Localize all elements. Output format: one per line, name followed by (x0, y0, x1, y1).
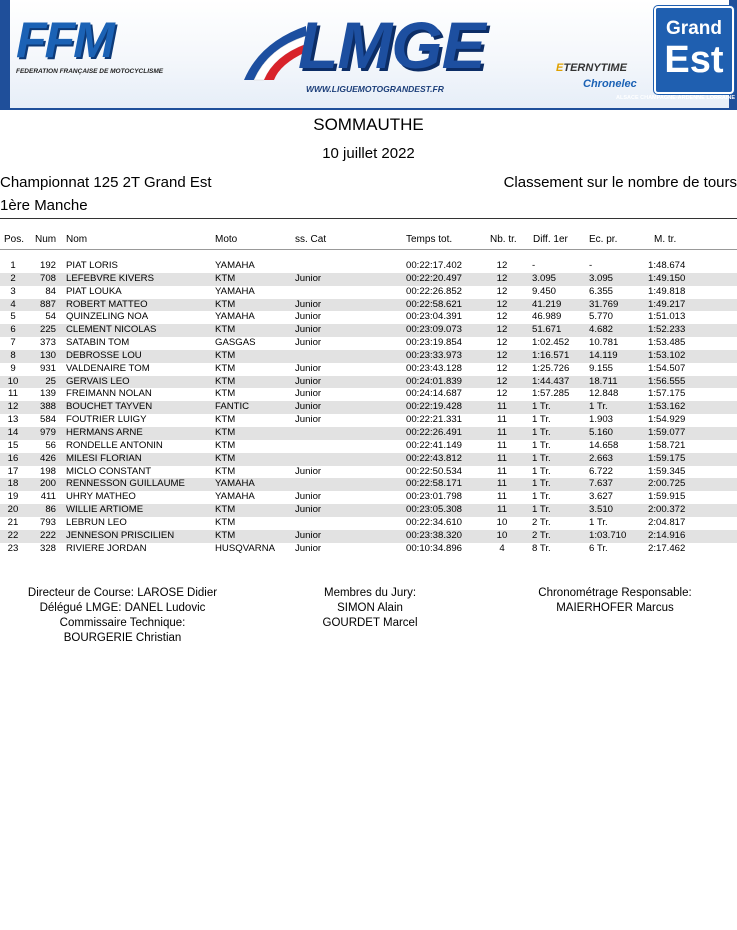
cell-diff: 1 Tr. (532, 414, 551, 426)
cell-cat: Junior (295, 388, 322, 400)
cell-mt: 1:59.077 (648, 426, 686, 438)
cell-temps: 00:23:09.073 (406, 324, 463, 336)
cell-ec: 14.658 (589, 439, 619, 451)
cell-cat: Junior (295, 362, 322, 374)
cell-pos: 13 (7, 414, 19, 426)
cell-moto: KTM (215, 452, 236, 464)
cell-pos: 21 (7, 516, 19, 528)
cell-num: 887 (39, 298, 56, 310)
cell-ec: - (589, 260, 593, 271)
cell-diff: 2 Tr. (532, 516, 551, 528)
eternytime-rest: TERNYTIME (563, 62, 627, 74)
cell-mt: 1:52.233 (648, 324, 686, 336)
cell-ec: 5.770 (589, 311, 614, 323)
footer-jury (290, 586, 450, 631)
cell-cat: Junior (295, 272, 322, 284)
cell-nb: 11 (497, 478, 507, 490)
cell-moto: KTM (215, 388, 236, 400)
cell-cat: Junior (295, 465, 322, 477)
cell-ec: 14.119 (589, 349, 618, 361)
cell-nb: 11 (497, 439, 507, 451)
table-row (0, 299, 737, 312)
table-row (0, 401, 737, 414)
cell-ec: 18.711 (589, 375, 618, 387)
table-row (0, 478, 737, 491)
table-row (0, 440, 737, 453)
event-title: SOMMAUTHE (313, 115, 424, 134)
col-header-cat: ss. Cat (295, 234, 327, 245)
cell-moto: YAMAHA (215, 491, 255, 503)
cell-moto: YAMAHA (215, 260, 255, 271)
cell-nom: GERVAIS LEO (66, 375, 130, 387)
cell-cat: Junior (295, 337, 322, 349)
cell-diff: - (532, 260, 536, 271)
event-date: 10 juillet 2022 (322, 145, 415, 162)
cell-temps: 00:23:01.798 (406, 491, 463, 503)
cell-ec: 1 Tr. (589, 516, 608, 528)
lmge-url: WWW.LIGUEMOTOGRANDEST.FR (306, 84, 444, 94)
cell-mt: 2:00.725 (648, 478, 686, 490)
cell-ec: 3.510 (589, 504, 614, 516)
cell-ec: 6 Tr. (589, 542, 608, 554)
cell-temps: 00:22:58.621 (406, 298, 463, 310)
cell-ec: 4.682 (589, 324, 614, 336)
cell-nb: 12 (496, 298, 508, 310)
cell-nb: 11 (497, 452, 507, 464)
cell-diff: 1 Tr. (532, 401, 551, 413)
cell-mt: 1:59.915 (648, 491, 686, 503)
cell-nb: 11 (497, 414, 507, 426)
cell-nom: JENNESON PRISCILIEN (66, 529, 175, 541)
cell-pos: 8 (10, 349, 16, 361)
cell-pos: 23 (7, 542, 19, 554)
cell-ec: 9.155 (589, 362, 614, 374)
cell-nb: 12 (496, 349, 508, 361)
cell-moto: KTM (215, 516, 236, 528)
table-divider (0, 249, 737, 250)
cell-diff: 2 Tr. (532, 529, 551, 541)
cell-diff: 41.219 (532, 298, 562, 310)
cell-mt: 1:48.674 (648, 260, 686, 271)
cell-num: 584 (39, 414, 56, 426)
region-subtitle: ALSACE CHAMPAGNE-ARDENNE LORRAINE (616, 95, 736, 101)
cell-temps: 00:23:33.973 (406, 349, 463, 361)
cell-cat: Junior (295, 401, 322, 413)
cell-moto: HUSQVARNA (215, 542, 276, 554)
cell-nb: 12 (496, 324, 508, 336)
table-row (0, 427, 737, 440)
cell-cat: Junior (295, 504, 322, 516)
cell-mt: 1:54.929 (648, 414, 686, 426)
cell-temps: 00:22:26.491 (406, 426, 463, 438)
cell-num: 86 (45, 504, 56, 516)
cell-moto: GASGAS (215, 337, 256, 349)
cell-diff: 46.989 (532, 311, 562, 323)
cell-diff: 1 Tr. (532, 504, 551, 516)
cell-pos: 5 (10, 311, 16, 323)
cell-diff: 1 Tr. (532, 465, 551, 477)
eternytime-logo (556, 62, 627, 74)
cell-ec: 12.848 (589, 388, 619, 400)
cell-nom: PIAT LOUKA (66, 285, 122, 297)
cell-cat: Junior (295, 491, 322, 503)
table-row (0, 543, 737, 556)
cell-mt: 1:53.102 (648, 349, 686, 361)
table-row (0, 453, 737, 466)
cell-nom: SATABIN TOM (66, 337, 130, 349)
cell-nom: RENNESSON GUILLAUME (66, 478, 185, 490)
eternytime-accent: E (556, 62, 564, 74)
cell-nb: 12 (496, 388, 508, 400)
cell-cat: Junior (295, 324, 322, 336)
cell-pos: 6 (10, 324, 16, 336)
footer-timekeeping (500, 586, 730, 616)
cell-nb: 12 (496, 285, 508, 297)
cell-mt: 1:58.721 (648, 439, 686, 451)
championship-title: Championnat 125 2T Grand Est (0, 174, 212, 191)
footer-line: Délégué LMGE: DANEL Ludovic (39, 602, 206, 614)
cell-cat: Junior (295, 414, 322, 426)
col-header-pos: Pos. (4, 234, 25, 245)
cell-moto: KTM (215, 465, 236, 477)
cell-cat: Junior (295, 311, 322, 323)
col-header-num: Num (35, 234, 57, 245)
cell-num: 192 (39, 260, 56, 271)
footer-line: MAIERHOFER Marcus (556, 602, 674, 614)
cell-nb: 4 (499, 542, 505, 554)
table-row (0, 350, 737, 363)
cell-nom: VALDENAIRE TOM (66, 362, 150, 374)
table-row (0, 491, 737, 504)
cell-temps: 00:22:58.171 (406, 478, 463, 490)
cell-pos: 3 (10, 285, 16, 297)
cell-temps: 00:22:21.331 (406, 414, 463, 426)
cell-moto: KTM (215, 349, 236, 361)
cell-diff: 1:02.452 (532, 337, 570, 349)
cell-cat: Junior (295, 298, 322, 310)
footer-officials (0, 586, 245, 646)
header-banner (0, 0, 737, 110)
cell-num: 84 (45, 285, 56, 297)
cell-ec: 31.769 (589, 298, 619, 310)
cell-cat: Junior (295, 542, 322, 554)
cell-temps: 00:23:19.854 (406, 337, 463, 349)
cell-diff: 3.095 (532, 272, 557, 284)
cell-nom: RIVIERE JORDAN (66, 542, 147, 554)
cell-moto: KTM (215, 504, 236, 516)
footer-line: GOURDET Marcel (322, 617, 418, 629)
cell-temps: 00:22:41.149 (406, 439, 463, 451)
cell-nb: 11 (497, 491, 507, 503)
table-row (0, 388, 737, 401)
cell-temps: 00:23:04.391 (406, 311, 463, 323)
cell-ec: 5.160 (589, 426, 614, 438)
cell-moto: KTM (215, 272, 236, 284)
cell-cat: Junior (295, 529, 322, 541)
divider (0, 218, 737, 219)
cell-num: 139 (39, 388, 56, 400)
cell-nom: LEFEBVRE KIVERS (66, 272, 154, 284)
cell-diff: 1:44.437 (532, 375, 570, 387)
chronelec-logo: Chronelec (583, 78, 637, 90)
col-header-nb: Nb. tr. (490, 234, 517, 245)
cell-moto: KTM (215, 298, 236, 310)
cell-pos: 1 (10, 260, 16, 271)
cell-nom: ROBERT MATTEO (66, 298, 148, 310)
table-row (0, 466, 737, 479)
cell-nb: 12 (496, 311, 508, 323)
cell-temps: 00:24:01.839 (406, 375, 463, 387)
cell-num: 426 (39, 452, 56, 464)
cell-pos: 9 (10, 362, 16, 374)
cell-ec: 3.627 (589, 491, 614, 503)
cell-num: 388 (39, 401, 56, 413)
cell-num: 54 (45, 311, 56, 323)
cell-mt: 2:04.817 (648, 516, 686, 528)
cell-nom: DEBROSSE LOU (66, 349, 142, 361)
table-row (0, 363, 737, 376)
cell-temps: 00:22:34.610 (406, 516, 463, 528)
col-header-ec: Ec. pr. (589, 234, 618, 245)
footer-line: SIMON Alain (337, 602, 403, 614)
cell-num: 200 (39, 478, 56, 490)
cell-mt: 1:53.162 (648, 401, 686, 413)
cell-pos: 12 (7, 401, 19, 413)
table-row (0, 311, 737, 324)
grand-est-logo-line2: Est (664, 39, 724, 81)
cell-mt: 1:49.217 (648, 298, 686, 310)
cell-num: 373 (39, 337, 56, 349)
cell-temps: 00:23:05.308 (406, 504, 463, 516)
cell-mt: 1:59.345 (648, 465, 686, 477)
table-row (0, 260, 737, 273)
cell-cat: Junior (295, 375, 322, 387)
cell-temps: 00:23:38.320 (406, 529, 463, 541)
cell-ec: 6.355 (589, 285, 614, 297)
cell-pos: 15 (7, 439, 19, 451)
cell-diff: 1 Tr. (532, 491, 551, 503)
cell-num: 328 (39, 542, 56, 554)
cell-nom: FOUTRIER LUIGY (66, 414, 147, 426)
grand-est-logo-line1: Grand (666, 18, 722, 39)
cell-temps: 00:10:34.896 (406, 542, 463, 554)
cell-moto: KTM (215, 529, 236, 541)
footer-line: Chronométrage Responsable: (538, 587, 692, 599)
session-title: 1ère Manche (0, 197, 88, 214)
cell-moto: KTM (215, 426, 236, 438)
cell-diff: 8 Tr. (532, 542, 551, 554)
table-row (0, 273, 737, 286)
cell-moto: KTM (215, 324, 236, 336)
cell-ec: 7.637 (589, 478, 614, 490)
col-header-mt: M. tr. (654, 234, 677, 245)
cell-temps: 00:22:43.812 (406, 452, 463, 464)
cell-moto: KTM (215, 375, 236, 387)
cell-mt: 2:17.462 (648, 542, 686, 554)
lmge-logo-text: LMGE (298, 8, 485, 82)
cell-nb: 10 (496, 529, 508, 541)
cell-pos: 19 (7, 491, 19, 503)
cell-mt: 1:56.555 (648, 375, 686, 387)
col-header-temps: Temps tot. (406, 234, 453, 245)
cell-moto: KTM (215, 414, 236, 426)
cell-mt: 2:14.916 (648, 529, 686, 541)
cell-nb: 12 (496, 362, 508, 374)
cell-nom: BOUCHET TAYVEN (66, 401, 153, 413)
cell-num: 225 (39, 324, 56, 336)
cell-ec: 1 Tr. (589, 401, 608, 413)
cell-pos: 22 (7, 529, 19, 541)
cell-nom: MICLO CONSTANT (66, 465, 152, 477)
cell-pos: 10 (7, 375, 19, 387)
footer-line: Commissaire Technique: (59, 617, 186, 629)
cell-nb: 10 (496, 516, 508, 528)
cell-mt: 1:51.013 (648, 311, 686, 323)
cell-nom: WILLIE ARTIOME (66, 504, 144, 516)
cell-moto: YAMAHA (215, 478, 255, 490)
table-row (0, 324, 737, 337)
cell-pos: 20 (7, 504, 19, 516)
cell-mt: 2:00.372 (648, 504, 686, 516)
cell-ec: 3.095 (589, 272, 614, 284)
table-row (0, 286, 737, 299)
cell-num: 130 (39, 349, 56, 361)
cell-moto: FANTIC (215, 401, 250, 413)
cell-ec: 2.663 (589, 452, 614, 464)
cell-mt: 1:54.507 (648, 362, 686, 374)
cell-mt: 1:49.818 (648, 285, 686, 297)
ffm-logo (16, 14, 186, 74)
grand-est-logo (654, 6, 734, 94)
cell-nom: RONDELLE ANTONIN (66, 439, 163, 451)
results-table-header (0, 234, 737, 248)
cell-num: 931 (39, 362, 56, 374)
cell-num: 222 (39, 529, 56, 541)
table-row (0, 414, 737, 427)
cell-nb: 11 (497, 426, 507, 438)
cell-diff: 1:57.285 (532, 388, 570, 400)
cell-moto: YAMAHA (215, 285, 255, 297)
cell-diff: 1 Tr. (532, 426, 551, 438)
cell-ec: 6.722 (589, 465, 614, 477)
cell-nom: FREIMANN NOLAN (66, 388, 152, 400)
col-header-moto: Moto (215, 234, 238, 245)
table-row (0, 517, 737, 530)
table-row (0, 337, 737, 350)
cell-nom: MILESI FLORIAN (66, 452, 142, 464)
cell-mt: 1:57.175 (648, 388, 686, 400)
cell-num: 411 (40, 491, 56, 503)
cell-moto: KTM (215, 362, 236, 374)
cell-pos: 7 (10, 337, 16, 349)
cell-diff: 51.671 (532, 324, 562, 336)
classification-type: Classement sur le nombre de tours (503, 174, 737, 191)
col-header-diff: Diff. 1er (533, 234, 568, 245)
cell-nb: 11 (497, 401, 507, 413)
cell-diff: 1:25.726 (532, 362, 570, 374)
cell-ec: 10.781 (589, 337, 619, 349)
cell-nb: 12 (496, 260, 508, 271)
cell-temps: 00:23:43.128 (406, 362, 463, 374)
cell-nom: PIAT LORIS (66, 260, 118, 271)
cell-num: 979 (39, 426, 56, 438)
cell-nom: LEBRUN LEO (66, 516, 127, 528)
cell-ec: 1.903 (589, 414, 614, 426)
cell-nb: 12 (496, 337, 508, 349)
table-row (0, 530, 737, 543)
cell-mt: 1:53.485 (648, 337, 686, 349)
table-row (0, 504, 737, 517)
cell-pos: 4 (10, 298, 16, 310)
cell-pos: 14 (7, 426, 19, 438)
cell-nom: UHRY MATHEO (66, 491, 136, 503)
banner-left-bar (0, 0, 10, 108)
cell-num: 56 (45, 439, 56, 451)
cell-temps: 00:22:19.428 (406, 401, 463, 413)
cell-nb: 12 (496, 272, 508, 284)
cell-diff: 9.450 (532, 285, 557, 297)
cell-diff: 1:16.571 (532, 349, 570, 361)
results-table (0, 260, 737, 555)
table-row (0, 376, 737, 389)
cell-nom: QUINZELING NOA (66, 311, 149, 323)
cell-pos: 16 (7, 452, 19, 464)
cell-moto: KTM (215, 439, 236, 451)
ffm-subtitle: FEDERATION FRANÇAISE DE MOTOCYCLISME (16, 68, 164, 75)
cell-nb: 11 (497, 504, 507, 516)
cell-temps: 00:24:14.687 (406, 388, 463, 400)
cell-temps: 00:22:20.497 (406, 272, 463, 284)
cell-num: 25 (45, 375, 56, 387)
cell-nb: 12 (496, 375, 508, 387)
cell-temps: 00:22:50.534 (406, 465, 463, 477)
col-header-nom: Nom (66, 234, 88, 245)
cell-temps: 00:22:26.852 (406, 285, 463, 297)
cell-mt: 1:49.150 (648, 272, 686, 284)
cell-pos: 2 (10, 272, 16, 284)
cell-moto: YAMAHA (215, 311, 255, 323)
cell-diff: 1 Tr. (532, 439, 551, 451)
footer-line: Directeur de Course: LAROSE Didier (27, 587, 218, 599)
cell-num: 793 (39, 516, 56, 528)
cell-nb: 11 (497, 465, 507, 477)
cell-nom: HERMANS ARNE (66, 426, 143, 438)
footer-line: BOURGERIE Christian (63, 632, 182, 644)
ffm-logo-text: FFM (16, 12, 113, 68)
cell-pos: 17 (7, 465, 19, 477)
cell-pos: 18 (7, 478, 19, 490)
cell-mt: 1:59.175 (648, 452, 686, 464)
cell-pos: 11 (8, 388, 18, 400)
cell-num: 708 (39, 272, 56, 284)
cell-num: 198 (39, 465, 56, 477)
cell-nom: CLEMENT NICOLAS (66, 324, 157, 336)
cell-diff: 1 Tr. (532, 452, 551, 464)
cell-temps: 00:22:17.402 (406, 260, 463, 271)
cell-ec: 1:03.710 (589, 529, 627, 541)
cell-diff: 1 Tr. (532, 478, 551, 490)
lmge-logo (240, 6, 500, 96)
footer-line: Membres du Jury: (323, 587, 417, 599)
